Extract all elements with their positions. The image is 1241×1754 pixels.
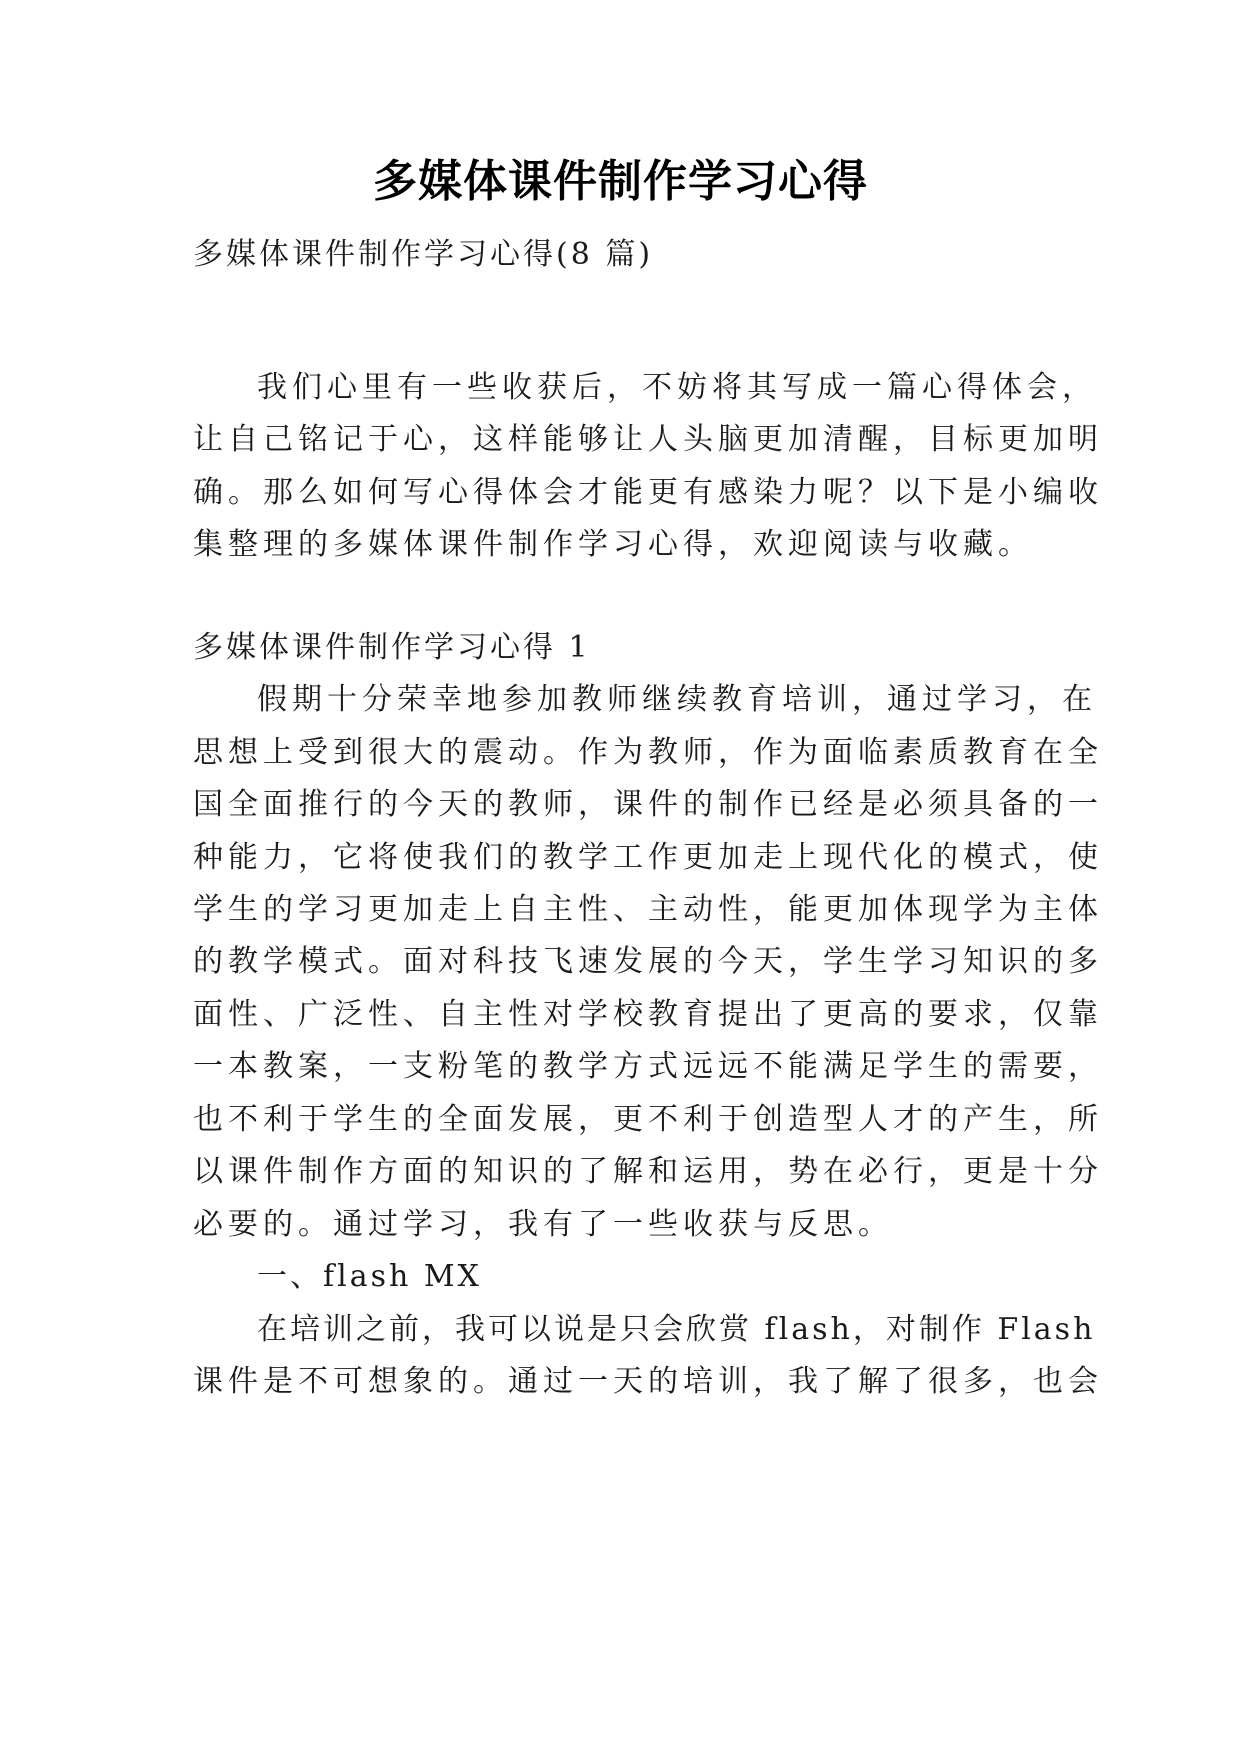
body-line: 学生的学习更加走上自主性、主动性，能更加体现学为主体 (193, 892, 1103, 927)
body-line: 必要的。通过学习，我有了一些收获与反思。 (193, 1207, 893, 1242)
document-subtitle: 多媒体课件制作学习心得(8 篇) (193, 237, 654, 272)
intro-line: 我们心里有一些收获后，不妨将其写成一篇心得体会， (257, 370, 1097, 405)
body-line: 也不利于学生的全面发展，更不利于创造型人才的产生，所 (193, 1102, 1103, 1137)
section-heading: 多媒体课件制作学习心得 1 (193, 630, 591, 665)
body-line: 假期十分荣幸地参加教师继续教育培训，通过学习，在 (257, 682, 1097, 717)
document-title: 多媒体课件制作学习心得 (373, 156, 868, 207)
body-line: 在培训之前，我可以说是只会欣赏 flash，对制作 Flash (257, 1312, 1096, 1347)
body-line: 种能力，它将使我们的教学工作更加走上现代化的模式，使 (193, 840, 1103, 875)
body-line: 思想上受到很大的震动。作为教师，作为面临素质教育在全 (193, 735, 1103, 770)
body-line: 面性、广泛性、自主性对学校教育提出了更高的要求，仅靠 (193, 997, 1103, 1032)
body-line: 以课件制作方面的知识的了解和运用，势在必行，更是十分 (193, 1154, 1103, 1189)
intro-line: 让自己铭记于心，这样能够让人头脑更加清醒，目标更加明 (193, 422, 1103, 457)
intro-line: 集整理的多媒体课件制作学习心得，欢迎阅读与收藏。 (193, 527, 1033, 562)
subheading: 一、flash MX (257, 1259, 482, 1294)
intro-line: 确。那么如何写心得体会才能更有感染力呢？以下是小编收 (193, 475, 1103, 510)
body-line: 一本教案，一支粉笔的教学方式远远不能满足学生的需要， (193, 1049, 1103, 1084)
body-line: 的教学模式。面对科技飞速发展的今天，学生学习知识的多 (193, 944, 1103, 979)
body-line: 课件是不可想象的。通过一天的培训，我了解了很多，也会 (193, 1364, 1103, 1399)
body-line: 国全面推行的今天的教师，课件的制作已经是必须具备的一 (193, 787, 1103, 822)
